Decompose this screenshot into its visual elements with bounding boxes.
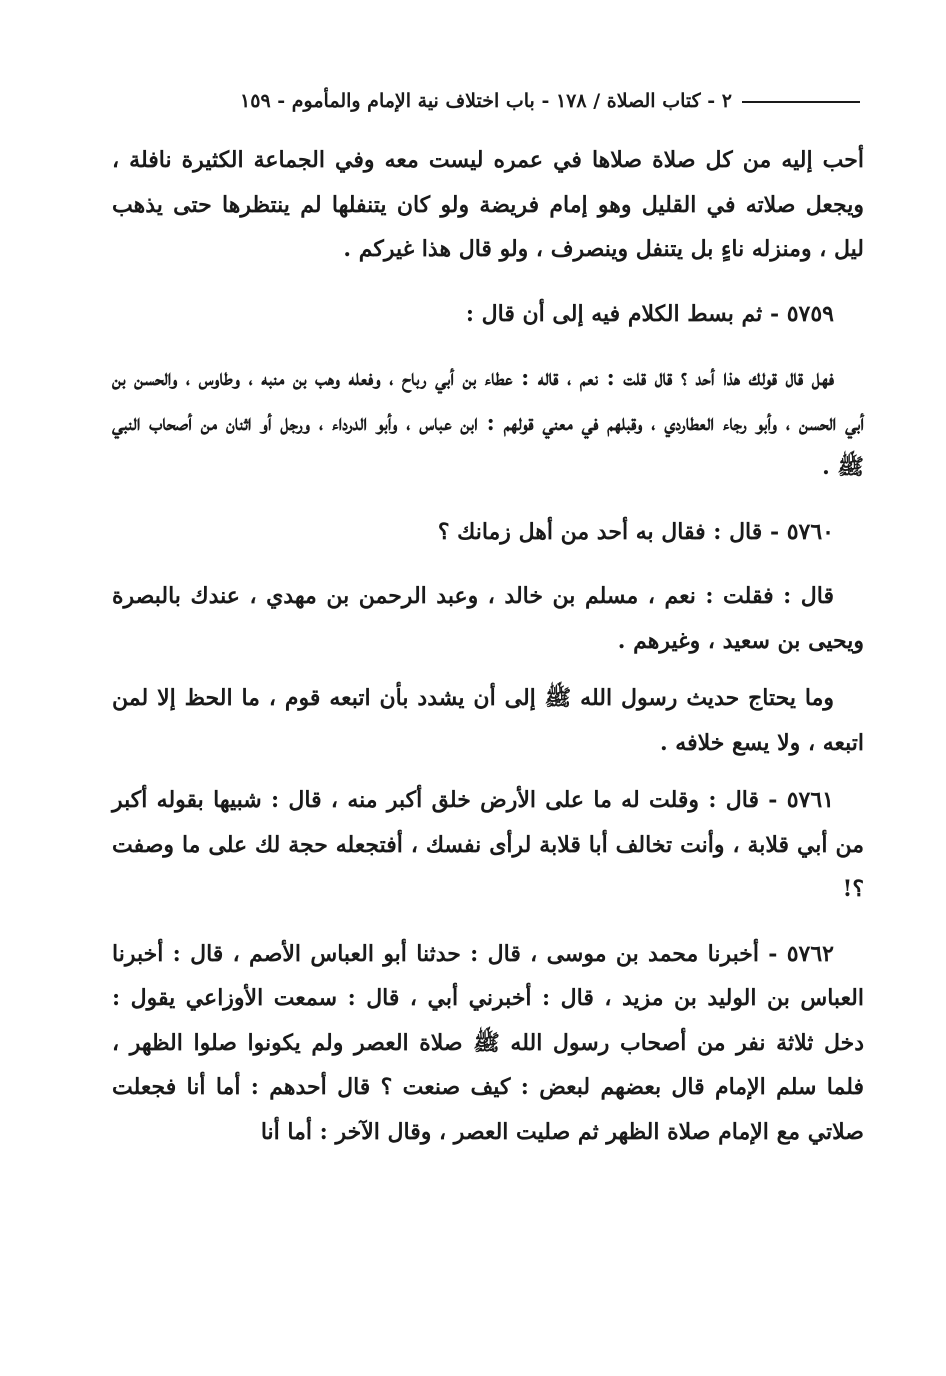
- paragraph-5759: ٥٧٥٩ - ثم بسط الكلام فيه إلى أن قال :: [465, 300, 834, 327]
- paragraph-5762: ٥٧٦٢ - أخبرنا محمد بن موسى ، قال : حدثنا أبو العباس الأصم ، قال : أخبرنا العباس بن الوليد بن مزيد ، قال : أخبرني أبي ، قال : سمعت الأوزاعي يقول : دخل ثلاثة نفر من أصحاب رسول الله ﷺ صلاة العصر ولم يكونوا صلوا الظهر ، فلما سلم الإمام قال بعضهم لبعض : كيف صنعت ؟ قال أحدهم : أما أنا فجعلت صلاتي مع الإمام صلاة الظهر ثم صليت العصر ، وقال الآخر : أما أنا: [112, 940, 864, 1145]
- paragraph-6: وما يحتاج حديث رسول الله ﷺ إلى أن يشدد بأن اتبعه قوم ، ما الحظ إلا لمن اتبعه ، ولا يسع خلافه .: [112, 685, 864, 756]
- paragraph-1: أحب إليه من كل صلاة صلاها في عمره ليست معه وفي الجماعة الكثيرة نافلة ، ويجعل صلاته في القليل وهو إمام فريضة ولو كان يتنفلها لم ينتظرها حتى يذهب ليل ، ومنزله ناءٍ بل يتنفل وينصرف ، ولو قال هذا غيركم .: [112, 147, 864, 262]
- page-body: [112, 138, 864, 1167]
- header-rule: [742, 101, 860, 103]
- paragraph-5: قال : فقلت : نعم ، مسلم بن خالد ، وعبد الرحمن بن مهدي ، عندك بالبصرة ويحيى بن سعيد ، وغيرهم .: [112, 583, 864, 654]
- paragraph-5760: ٥٧٦٠ - قال : فقال به أحد من أهل زمانك ؟: [437, 518, 834, 545]
- paragraph-5761: ٥٧٦١ - قال : وقلت له ما على الأرض خلق أكبر منه ، قال : شبيها بقوله أكبر من أبي قلابة ، وأنت تخالف أبا قلابة لرأى نفسك ، أفتجعله حجة لك على ما وصفت ؟!: [112, 787, 864, 902]
- paragraph-3: فهل قال قولك هذا أحد ؟ قال قلت : نعم ، قاله : عطاء بن أبي رباح ، وفعله وهب بن منبه ، وطاوس ، والحسن بن أبي الحسن ، وأبو رجاء العطاردي ، وقبلهم في معني قولهم : ابن عباس ، وأبو الدرداء ، ورجل أو اثنان من أصحاب النبي ﷺ .: [112, 365, 864, 480]
- page-header: [120, 84, 860, 120]
- running-title: ٢ - كتاب الصلاة / ١٧٨ - باب اختلاف نية الإمام والمأموم - ١٥٩: [240, 90, 732, 112]
